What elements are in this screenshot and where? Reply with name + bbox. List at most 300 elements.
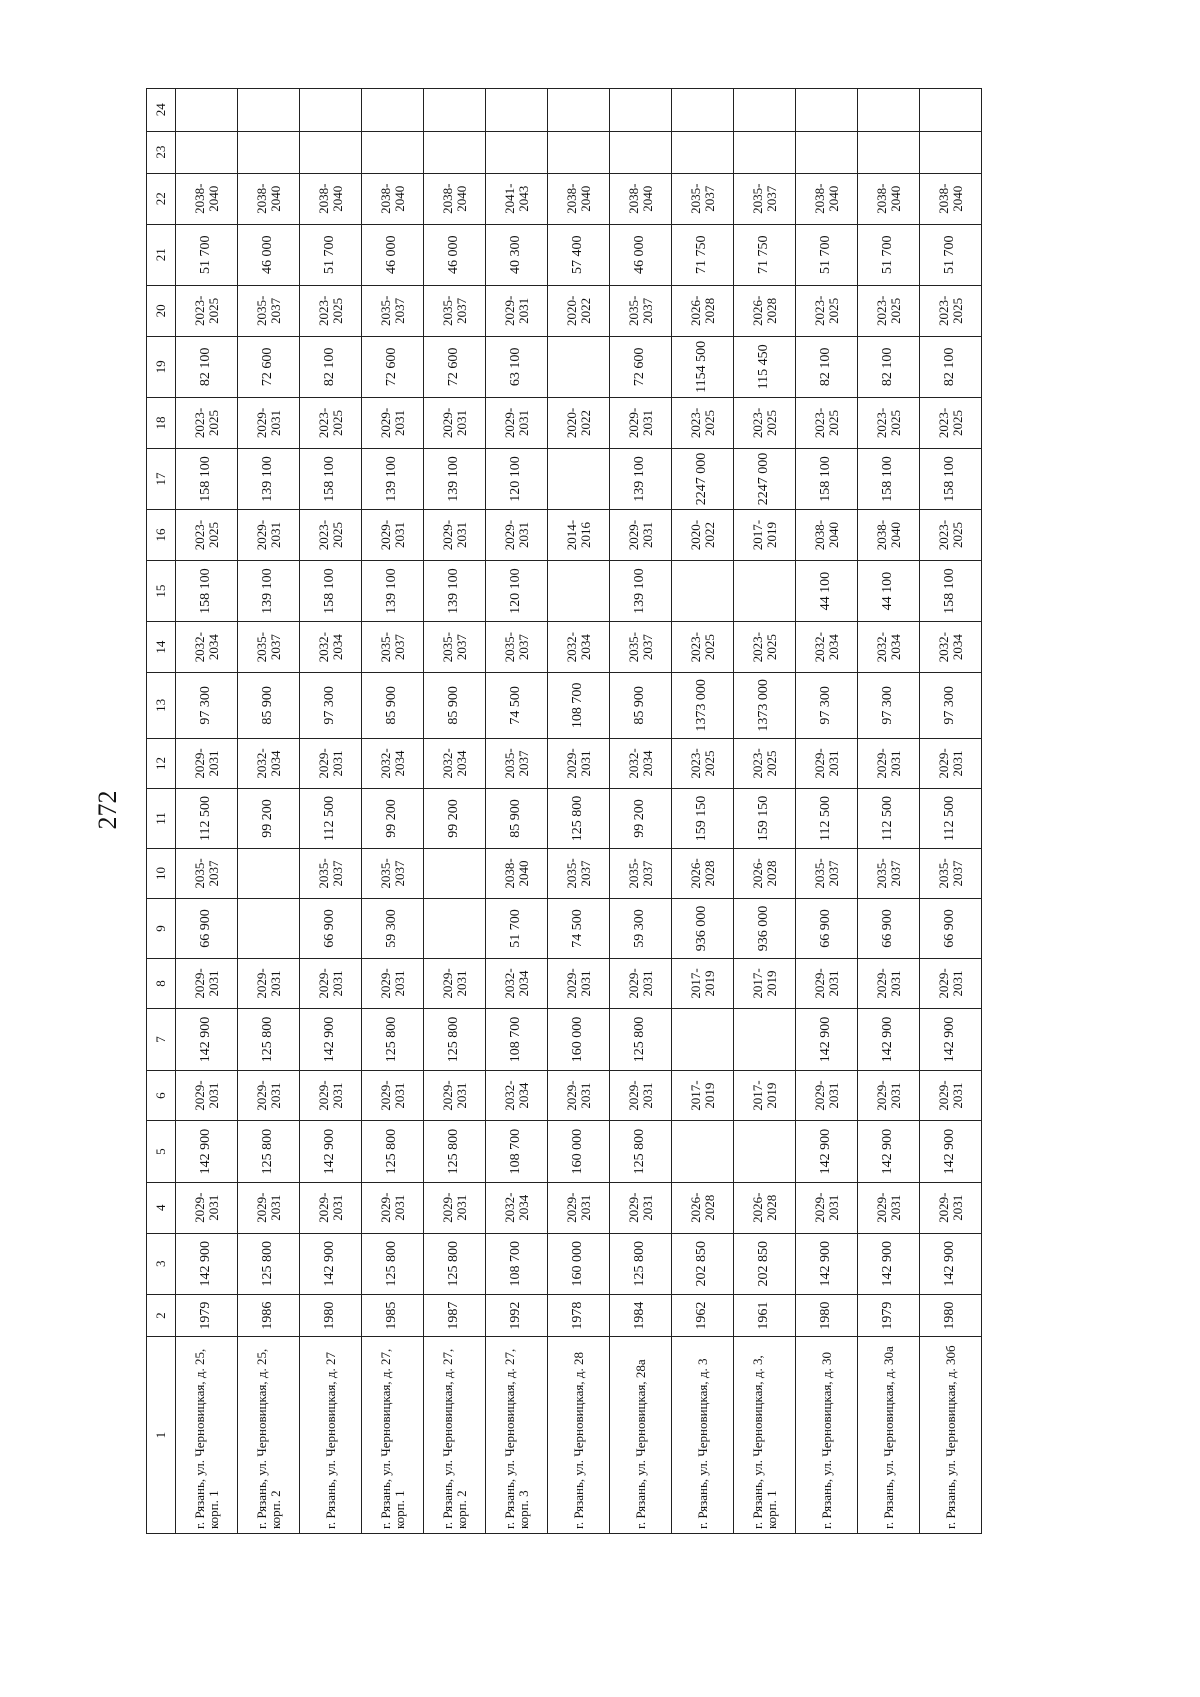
table-cell: 2023-2025 [176,285,238,336]
table-cell: 2029-2031 [362,510,424,561]
table-cell: 2023-2025 [734,738,796,789]
table-cell: 1987 [424,1294,486,1336]
table-cell: 139 100 [424,560,486,621]
table-cell: 158 100 [176,560,238,621]
column-header: 7 [147,1009,176,1070]
table-cell [548,131,610,173]
table-cell: 2020-2022 [548,285,610,336]
table-cell: 125 800 [610,1233,672,1294]
table-cell: 120 100 [486,448,548,509]
table-cell: 1961 [734,1294,796,1336]
table-cell: 2029-2031 [610,398,672,449]
table-cell [238,848,300,899]
table-cell: 82 100 [796,336,858,397]
table-cell: 46 000 [610,224,672,285]
table-cell: 2029-2031 [548,1182,610,1233]
table-cell: 85 900 [610,673,672,739]
table-cell: 159 150 [672,789,734,848]
table-cell: 125 800 [362,1121,424,1182]
address-cell: г. Рязань, ул. Черновицкая, д. 27, корп. 1 [362,1337,424,1534]
table-cell: 2029-2031 [858,1070,920,1121]
table-cell: 2029-2031 [610,958,672,1009]
column-header: 4 [147,1182,176,1233]
column-header: 23 [147,131,176,173]
column-header: 9 [147,899,176,958]
table-cell: 51 700 [858,224,920,285]
table-cell: 66 900 [796,899,858,958]
table-row [238,89,300,1534]
table-cell: 2029-2031 [238,1182,300,1233]
table-cell: 2017-2019 [734,958,796,1009]
table-cell [238,899,300,958]
table-cell [734,1121,796,1182]
table-cell: 2023-2025 [920,285,982,336]
address-cell: г. Рязань, ул. Черновицкая, д. 3 [672,1337,734,1534]
table-cell: 2032-2034 [362,738,424,789]
table-cell: 2026-2028 [734,285,796,336]
table-cell: 2035-2037 [424,622,486,673]
column-header: 13 [147,673,176,739]
table-cell: 40 300 [486,224,548,285]
table-cell: 66 900 [858,899,920,958]
table-cell: 125 800 [238,1233,300,1294]
table-cell: 142 900 [920,1121,982,1182]
table-cell: 2035-2037 [486,738,548,789]
table-cell: 202 850 [734,1233,796,1294]
table-cell: 2035-2037 [858,848,920,899]
table-row [610,89,672,1534]
table-cell: 44 100 [858,560,920,621]
page-number: 272 [93,790,122,830]
table-cell: 51 700 [176,224,238,285]
table-cell: 2029-2031 [858,1182,920,1233]
table-cell: 82 100 [920,336,982,397]
table-cell: 72 600 [610,336,672,397]
table-cell: 125 800 [238,1121,300,1182]
table-cell: 2029-2031 [548,1070,610,1121]
column-header: 2 [147,1294,176,1336]
table-cell: 2029-2031 [424,510,486,561]
table-cell: 160 000 [548,1009,610,1070]
table-cell [424,131,486,173]
column-header: 19 [147,336,176,397]
table-cell: 2029-2031 [300,1182,362,1233]
table-cell: 2023-2025 [176,510,238,561]
table-cell [610,89,672,132]
table-cell: 63 100 [486,336,548,397]
table-row [424,89,486,1534]
table-cell: 139 100 [610,560,672,621]
table-cell: 2023-2025 [672,622,734,673]
table-cell: 2029-2031 [548,958,610,1009]
table-cell: 2029-2031 [176,1182,238,1233]
column-header: 5 [147,1121,176,1182]
table-cell: 2032-2034 [238,738,300,789]
table-cell: 97 300 [920,673,982,739]
table-cell [672,131,734,173]
table-row [796,89,858,1534]
table-cell: 142 900 [176,1009,238,1070]
table-cell: 97 300 [300,673,362,739]
table-cell: 142 900 [858,1233,920,1294]
table-cell: 142 900 [300,1009,362,1070]
address-cell: г. Рязань, ул. Черновицкая, д. 30 [796,1337,858,1534]
table-row [486,89,548,1534]
table-cell: 120 100 [486,560,548,621]
column-header: 10 [147,848,176,899]
table-cell: 159 150 [734,789,796,848]
table-cell [424,899,486,958]
table-cell: 2029-2031 [362,1182,424,1233]
table-cell: 71 750 [734,224,796,285]
table-cell: 125 800 [362,1009,424,1070]
table-cell: 2029-2031 [362,1070,424,1121]
table-cell: 2032-2034 [300,622,362,673]
column-header: 1 [147,1337,176,1534]
table-cell: 85 900 [424,673,486,739]
table-cell: 85 900 [238,673,300,739]
address-cell: г. Рязань, ул. Черновицкая, 28а [610,1337,672,1534]
table-cell: 1979 [176,1294,238,1336]
table-cell: 2029-2031 [796,738,858,789]
table-cell [424,848,486,899]
table-cell: 2035-2037 [486,622,548,673]
address-cell: г. Рязань, ул. Черновицкая, д. 27, корп. 2 [424,1337,486,1534]
table-cell [610,131,672,173]
table-cell: 2029-2031 [486,398,548,449]
table-cell: 2023-2025 [858,398,920,449]
table-cell: 2032-2034 [610,738,672,789]
table-cell: 2029-2031 [424,958,486,1009]
table-cell: 2035-2037 [610,285,672,336]
table-cell: 125 800 [610,1121,672,1182]
table-cell: 2035-2037 [920,848,982,899]
column-header: 18 [147,398,176,449]
table-cell: 82 100 [858,336,920,397]
table-row [362,89,424,1534]
table-cell: 2035-2037 [796,848,858,899]
column-header: 22 [147,173,176,224]
table-cell: 2035-2037 [548,848,610,899]
table-cell: 112 500 [858,789,920,848]
table-cell: 2023-2025 [734,622,796,673]
table-cell: 2029-2031 [176,958,238,1009]
table-cell: 46 000 [238,224,300,285]
table-cell: 2026-2028 [672,285,734,336]
address-cell: г. Рязань, ул. Черновицкая, д. 30б [920,1337,982,1534]
table-cell: 2035-2037 [238,622,300,673]
table-cell: 99 200 [610,789,672,848]
table-cell: 142 900 [176,1233,238,1294]
table-cell: 2023-2025 [858,285,920,336]
table-cell: 2029-2031 [486,285,548,336]
table-cell: 2029-2031 [238,398,300,449]
table-cell [672,1121,734,1182]
table-cell [796,89,858,132]
table-cell: 1978 [548,1294,610,1336]
table-cell: 2029-2031 [610,510,672,561]
table-cell: 125 800 [424,1233,486,1294]
table-cell: 1986 [238,1294,300,1336]
table-cell: 46 000 [424,224,486,285]
table-cell: 142 900 [858,1009,920,1070]
table-cell: 2035-2037 [672,173,734,224]
table-cell: 74 500 [486,673,548,739]
table-cell: 2038-2040 [300,173,362,224]
table-cell: 82 100 [300,336,362,397]
table-cell: 1985 [362,1294,424,1336]
table-cell: 2029-2031 [300,738,362,789]
table-cell: 51 700 [920,224,982,285]
table-cell: 2029-2031 [796,1182,858,1233]
table-cell [486,89,548,132]
table-cell: 158 100 [920,448,982,509]
table-cell: 158 100 [300,560,362,621]
table-cell [176,89,238,132]
table-cell: 139 100 [362,448,424,509]
table-cell: 142 900 [858,1121,920,1182]
column-header: 11 [147,789,176,848]
table-cell [734,89,796,132]
table-cell [486,131,548,173]
table-cell: 2032-2034 [424,738,486,789]
table-cell: 2029-2031 [300,958,362,1009]
table-cell: 2023-2025 [920,398,982,449]
table-cell: 2038-2040 [486,848,548,899]
table-cell: 1373 000 [672,673,734,739]
table-cell: 108 700 [548,673,610,739]
table-cell: 66 900 [176,899,238,958]
table-cell: 2023-2025 [672,738,734,789]
table-cell: 158 100 [920,560,982,621]
table-row [300,89,362,1534]
table-cell: 2029-2031 [920,958,982,1009]
column-header: 15 [147,560,176,621]
table-cell: 2035-2037 [362,848,424,899]
table-cell: 2023-2025 [796,398,858,449]
address-cell: г. Рязань, ул. Черновицкая, д. 27, корп. 3 [486,1337,548,1534]
table-cell: 2029-2031 [610,1070,672,1121]
table-cell: 142 900 [796,1121,858,1182]
table-cell: 2029-2031 [424,1182,486,1233]
table-cell: 2029-2031 [176,738,238,789]
table-cell [300,131,362,173]
table-cell: 2035-2037 [610,848,672,899]
table-row [176,89,238,1534]
table-cell: 82 100 [176,336,238,397]
table-cell: 142 900 [300,1233,362,1294]
table-cell: 66 900 [920,899,982,958]
table-cell: 2035-2037 [424,285,486,336]
table-cell: 2017-2019 [734,510,796,561]
table-cell: 2038-2040 [362,173,424,224]
table-cell: 936 000 [734,899,796,958]
column-header: 6 [147,1070,176,1121]
table-row [858,89,920,1534]
table-cell: 44 100 [796,560,858,621]
table-cell: 112 500 [796,789,858,848]
table-row [920,89,982,1534]
table-cell: 108 700 [486,1233,548,1294]
table-cell: 936 000 [672,899,734,958]
table-cell: 1154 500 [672,336,734,397]
table-cell: 99 200 [424,789,486,848]
table-cell: 2038-2040 [920,173,982,224]
table-cell [548,448,610,509]
address-cell: г. Рязань, ул. Черновицкая, д. 25, корп. 1 [176,1337,238,1534]
table-row [672,89,734,1534]
column-header: 17 [147,448,176,509]
table-cell: 2029-2031 [424,1070,486,1121]
table-cell: 59 300 [362,899,424,958]
table-cell: 2038-2040 [796,173,858,224]
table-cell: 2026-2028 [734,848,796,899]
table-cell: 2023-2025 [300,285,362,336]
table-cell: 2026-2028 [672,1182,734,1233]
table-cell: 2032-2034 [486,1182,548,1233]
table-cell: 85 900 [362,673,424,739]
table-cell: 59 300 [610,899,672,958]
table-cell [920,89,982,132]
table-cell [238,131,300,173]
table-cell: 2029-2031 [238,510,300,561]
table-cell: 125 800 [238,1009,300,1070]
table-cell: 112 500 [176,789,238,848]
table-cell: 1962 [672,1294,734,1336]
table-cell: 2032-2034 [858,622,920,673]
table-cell: 2014-2016 [548,510,610,561]
table-cell: 99 200 [362,789,424,848]
table-cell: 2029-2031 [796,958,858,1009]
table-cell: 72 600 [424,336,486,397]
table-cell: 2032-2034 [486,1070,548,1121]
table-cell: 108 700 [486,1009,548,1070]
table-cell: 57 400 [548,224,610,285]
table-cell: 2035-2037 [610,622,672,673]
table-cell: 139 100 [238,448,300,509]
table-cell: 51 700 [486,899,548,958]
table-cell: 2032-2034 [176,622,238,673]
table-cell: 2029-2031 [920,1182,982,1233]
table-cell: 2017-2019 [672,1070,734,1121]
column-header: 24 [147,89,176,132]
table-cell: 2038-2040 [858,510,920,561]
table-cell: 2035-2037 [362,622,424,673]
address-cell: г. Рязань, ул. Черновицкая, д. 3, корп. 1 [734,1337,796,1534]
table-cell: 46 000 [362,224,424,285]
table-cell: 2247 000 [734,448,796,509]
table-cell: 2035-2037 [238,285,300,336]
table-cell: 125 800 [362,1233,424,1294]
table-cell: 2029-2031 [486,510,548,561]
table-cell: 1980 [300,1294,362,1336]
table-cell: 2029-2031 [362,958,424,1009]
table-cell: 2035-2037 [176,848,238,899]
table-cell [238,89,300,132]
table-cell [734,1009,796,1070]
table-cell: 2038-2040 [238,173,300,224]
table-cell: 2247 000 [672,448,734,509]
table-cell: 2038-2040 [548,173,610,224]
table-cell: 2029-2031 [424,398,486,449]
table-cell: 2023-2025 [672,398,734,449]
header-row [147,89,176,1534]
table-cell: 2029-2031 [920,738,982,789]
address-cell: г. Рязань, ул. Черновицкая, д. 25, корп. 2 [238,1337,300,1534]
table-cell: 2029-2031 [300,1070,362,1121]
table-container [146,88,982,1534]
address-cell: г. Рязань, ул. Черновицкая, д. 28 [548,1337,610,1534]
table-cell: 2038-2040 [858,173,920,224]
table-cell: 112 500 [300,789,362,848]
table-cell: 2023-2025 [734,398,796,449]
table-cell: 2029-2031 [238,1070,300,1121]
table-cell: 125 800 [610,1009,672,1070]
table-cell: 142 900 [920,1009,982,1070]
table-cell: 2029-2031 [238,958,300,1009]
address-cell: г. Рязань, ул. Черновицкая, д. 30а [858,1337,920,1534]
table-cell: 2023-2025 [176,398,238,449]
table-cell [672,89,734,132]
column-header: 20 [147,285,176,336]
table-cell: 158 100 [796,448,858,509]
column-header: 16 [147,510,176,561]
table-cell: 2017-2019 [734,1070,796,1121]
table-cell [362,131,424,173]
table-cell: 158 100 [300,448,362,509]
table-cell: 2020-2022 [548,398,610,449]
table-cell: 66 900 [300,899,362,958]
table-cell: 115 450 [734,336,796,397]
table-cell: 2017-2019 [672,958,734,1009]
table-cell: 2029-2031 [858,738,920,789]
table-cell: 1980 [920,1294,982,1336]
table-cell: 1979 [858,1294,920,1336]
table-cell [796,131,858,173]
table-cell: 139 100 [238,560,300,621]
table-cell: 1980 [796,1294,858,1336]
table-cell: 74 500 [548,899,610,958]
table-cell: 158 100 [858,448,920,509]
table-cell [858,89,920,132]
table-cell: 2023-2025 [300,510,362,561]
table-cell: 2023-2025 [920,510,982,561]
table-cell [424,89,486,132]
table-cell [548,336,610,397]
table-row [548,89,610,1534]
table-cell: 2038-2040 [610,173,672,224]
table-cell [176,131,238,173]
table-cell: 142 900 [300,1121,362,1182]
table-cell: 2026-2028 [734,1182,796,1233]
table-cell: 2032-2034 [548,622,610,673]
table-row [734,89,796,1534]
table-cell: 2035-2037 [362,285,424,336]
table-cell: 112 500 [920,789,982,848]
table-cell [300,89,362,132]
table-cell: 2029-2031 [362,398,424,449]
table-cell: 2023-2025 [300,398,362,449]
table-cell: 2029-2031 [548,738,610,789]
table-cell: 2038-2040 [176,173,238,224]
table-cell: 2026-2028 [672,848,734,899]
table-cell: 160 000 [548,1121,610,1182]
table-cell: 72 600 [362,336,424,397]
table-cell: 125 800 [424,1009,486,1070]
table-cell: 2029-2031 [176,1070,238,1121]
table-cell: 2029-2031 [920,1070,982,1121]
table-cell: 51 700 [300,224,362,285]
